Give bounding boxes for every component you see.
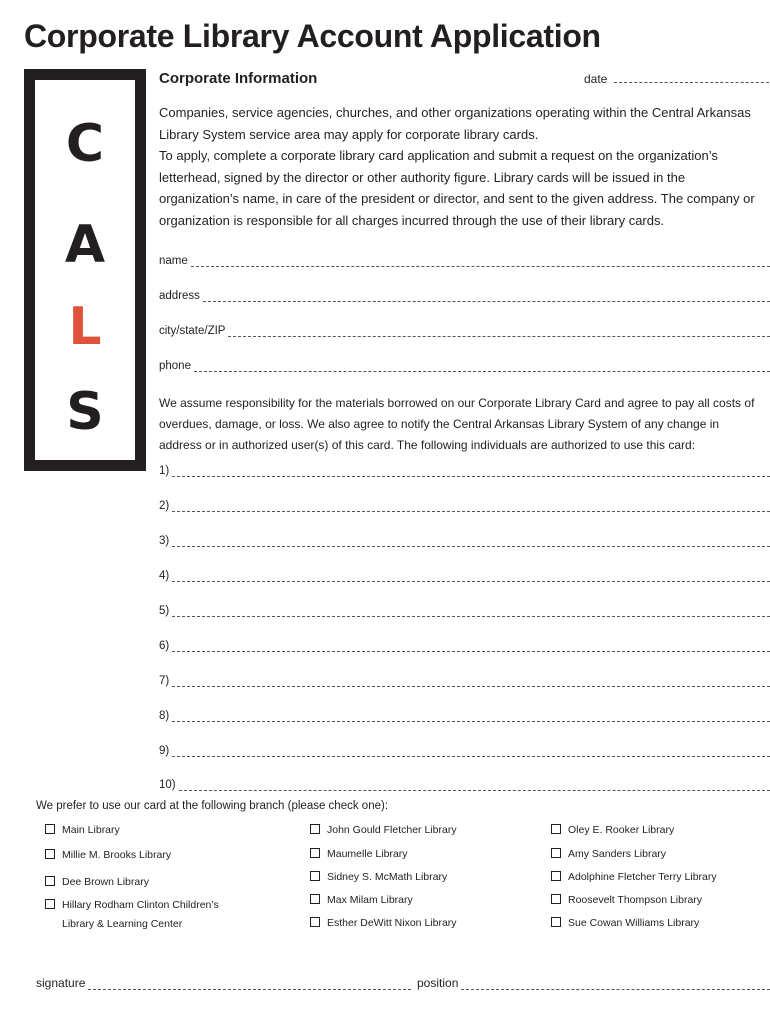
- user-line[interactable]: [172, 745, 770, 757]
- signature-line[interactable]: [88, 978, 411, 990]
- date-line[interactable]: [614, 72, 770, 83]
- branch-label: Dee Brown Library: [62, 876, 149, 888]
- section-title: Corporate Information: [159, 70, 318, 87]
- branch-option[interactable]: [45, 846, 171, 865]
- authorized-user-6[interactable]: [159, 636, 770, 652]
- branch-option[interactable]: [310, 821, 457, 840]
- branch-label: Main Library: [62, 824, 120, 836]
- checkbox[interactable]: [310, 848, 320, 858]
- user-number: 2): [159, 500, 170, 512]
- authorized-user-10[interactable]: [159, 775, 770, 791]
- checkbox[interactable]: [45, 824, 55, 834]
- authorized-user-4[interactable]: [159, 566, 770, 582]
- user-line[interactable]: [172, 605, 770, 617]
- checkbox[interactable]: [310, 917, 320, 927]
- branch-label: Amy Sanders Library: [568, 848, 667, 860]
- checkbox[interactable]: [310, 894, 320, 904]
- signature-label: signature: [36, 976, 86, 990]
- branch-option[interactable]: [45, 873, 149, 892]
- authorized-user-5[interactable]: [159, 601, 770, 617]
- branch-label: Esther DeWitt Nixon Library: [327, 917, 457, 929]
- address-label: address: [159, 290, 200, 302]
- name-label: name: [159, 255, 188, 267]
- branch-option[interactable]: [310, 914, 457, 933]
- checkbox[interactable]: [310, 824, 320, 834]
- checkbox[interactable]: [551, 894, 561, 904]
- branch-option[interactable]: [551, 914, 699, 933]
- user-line[interactable]: [172, 465, 770, 477]
- branch-label: Millie M. Brooks Library: [62, 849, 172, 861]
- user-line[interactable]: [172, 570, 770, 582]
- branch-label-continued: [62, 915, 182, 934]
- user-number: 9): [159, 745, 170, 757]
- checkbox[interactable]: [551, 824, 561, 834]
- user-line[interactable]: [172, 675, 770, 687]
- position-label: position: [417, 976, 459, 990]
- branch-option[interactable]: [310, 868, 447, 887]
- address-line[interactable]: [203, 290, 770, 302]
- phone-label: phone: [159, 360, 191, 372]
- responsibility-text: [159, 393, 763, 456]
- branch-option[interactable]: [45, 896, 219, 915]
- branch-option[interactable]: [551, 821, 674, 840]
- checkbox[interactable]: [45, 876, 55, 886]
- user-number: 10): [159, 779, 176, 791]
- branch-label: Adolphine Fletcher Terry Library: [568, 871, 717, 883]
- authorized-user-1[interactable]: [159, 461, 770, 477]
- authorized-user-3[interactable]: [159, 531, 770, 547]
- intro-paragraph: To apply, complete a corporate library card application and submit a request on the organization’s letterhead, signed by the director or other authority figure. Library cards will be issued in the organization’s name, in care of the president or director, and sent to the given address. The company or organization is responsible for all charges incurred through the use of their library cards.: [159, 148, 755, 228]
- name-line[interactable]: [191, 255, 770, 267]
- authorized-user-2[interactable]: [159, 496, 770, 512]
- logo-letter-a: A: [64, 215, 106, 275]
- branch-label: Oley E. Rooker Library: [568, 824, 675, 836]
- user-line[interactable]: [179, 779, 770, 791]
- authorized-user-7[interactable]: [159, 671, 770, 687]
- city-state-zip-field[interactable]: [159, 321, 770, 337]
- checkbox[interactable]: [310, 871, 320, 881]
- branch-label: Roosevelt Thompson Library: [568, 894, 703, 906]
- authorized-user-8[interactable]: [159, 706, 770, 722]
- city-state-zip-label: city/state/ZIP: [159, 325, 226, 337]
- user-line[interactable]: [172, 500, 770, 512]
- logo-letter-s: S: [66, 382, 104, 442]
- user-number: 8): [159, 710, 170, 722]
- branch-label: Sidney S. McMath Library: [327, 871, 448, 883]
- page-title: Corporate Library Account Application: [24, 18, 601, 54]
- branch-option[interactable]: [45, 821, 120, 840]
- authorized-user-9[interactable]: [159, 741, 770, 757]
- user-number: 4): [159, 570, 170, 582]
- user-number: 6): [159, 640, 170, 652]
- position-line[interactable]: [461, 978, 770, 990]
- branch-option[interactable]: [551, 868, 717, 887]
- branch-option[interactable]: [310, 845, 408, 864]
- branch-label: Sue Cowan Williams Library: [568, 917, 700, 929]
- branch-label: Hillary Rodham Clinton Children’s: [62, 899, 219, 911]
- city-state-zip-line[interactable]: [228, 325, 770, 337]
- user-line[interactable]: [172, 535, 770, 547]
- date-field[interactable]: [584, 72, 770, 86]
- responsibility-paragraph: We assume responsibility for the materials borrowed on our Corporate Library Card and agree to pay all costs of overdues, damage, or loss. We also agree to notify the Central Arkansas Library System of any change in address or in authorized user(s) of this card. The following individuals are authorized to use this card:: [159, 396, 755, 452]
- phone-line[interactable]: [194, 360, 770, 372]
- intro-paragraph: Companies, service agencies, churches, and other organizations operating within the Central Arkansas Library System service area may apply for corporate library cards.: [159, 105, 751, 142]
- branch-option[interactable]: [310, 891, 413, 910]
- branch-label: Max Milam Library: [327, 894, 413, 906]
- checkbox[interactable]: [45, 899, 55, 909]
- phone-field[interactable]: [159, 356, 770, 372]
- checkbox[interactable]: [551, 848, 561, 858]
- branch-option[interactable]: [551, 845, 666, 864]
- branch-label: Maumelle Library: [327, 848, 408, 860]
- user-number: 7): [159, 675, 170, 687]
- checkbox[interactable]: [551, 871, 561, 881]
- date-label: date: [584, 72, 608, 86]
- logo-letter-l: L: [68, 297, 102, 357]
- position-field[interactable]: [417, 976, 770, 990]
- branch-label: John Gould Fletcher Library: [327, 824, 457, 836]
- branch-intro: We prefer to use our card at the following branch (please check one):: [36, 800, 389, 812]
- address-field[interactable]: [159, 286, 770, 302]
- name-field[interactable]: [159, 251, 770, 267]
- user-number: 3): [159, 535, 170, 547]
- user-line[interactable]: [172, 640, 770, 652]
- cals-logo: [24, 69, 146, 471]
- checkbox[interactable]: [551, 917, 561, 927]
- signature-field[interactable]: [36, 976, 411, 990]
- intro-text: [159, 102, 763, 231]
- user-number: 5): [159, 605, 170, 617]
- branch-label: Library & Learning Center: [62, 918, 183, 930]
- user-line[interactable]: [172, 710, 770, 722]
- user-number: 1): [159, 465, 170, 477]
- branch-option[interactable]: [551, 891, 702, 910]
- checkbox[interactable]: [45, 849, 55, 859]
- logo-letter-c: C: [65, 114, 105, 174]
